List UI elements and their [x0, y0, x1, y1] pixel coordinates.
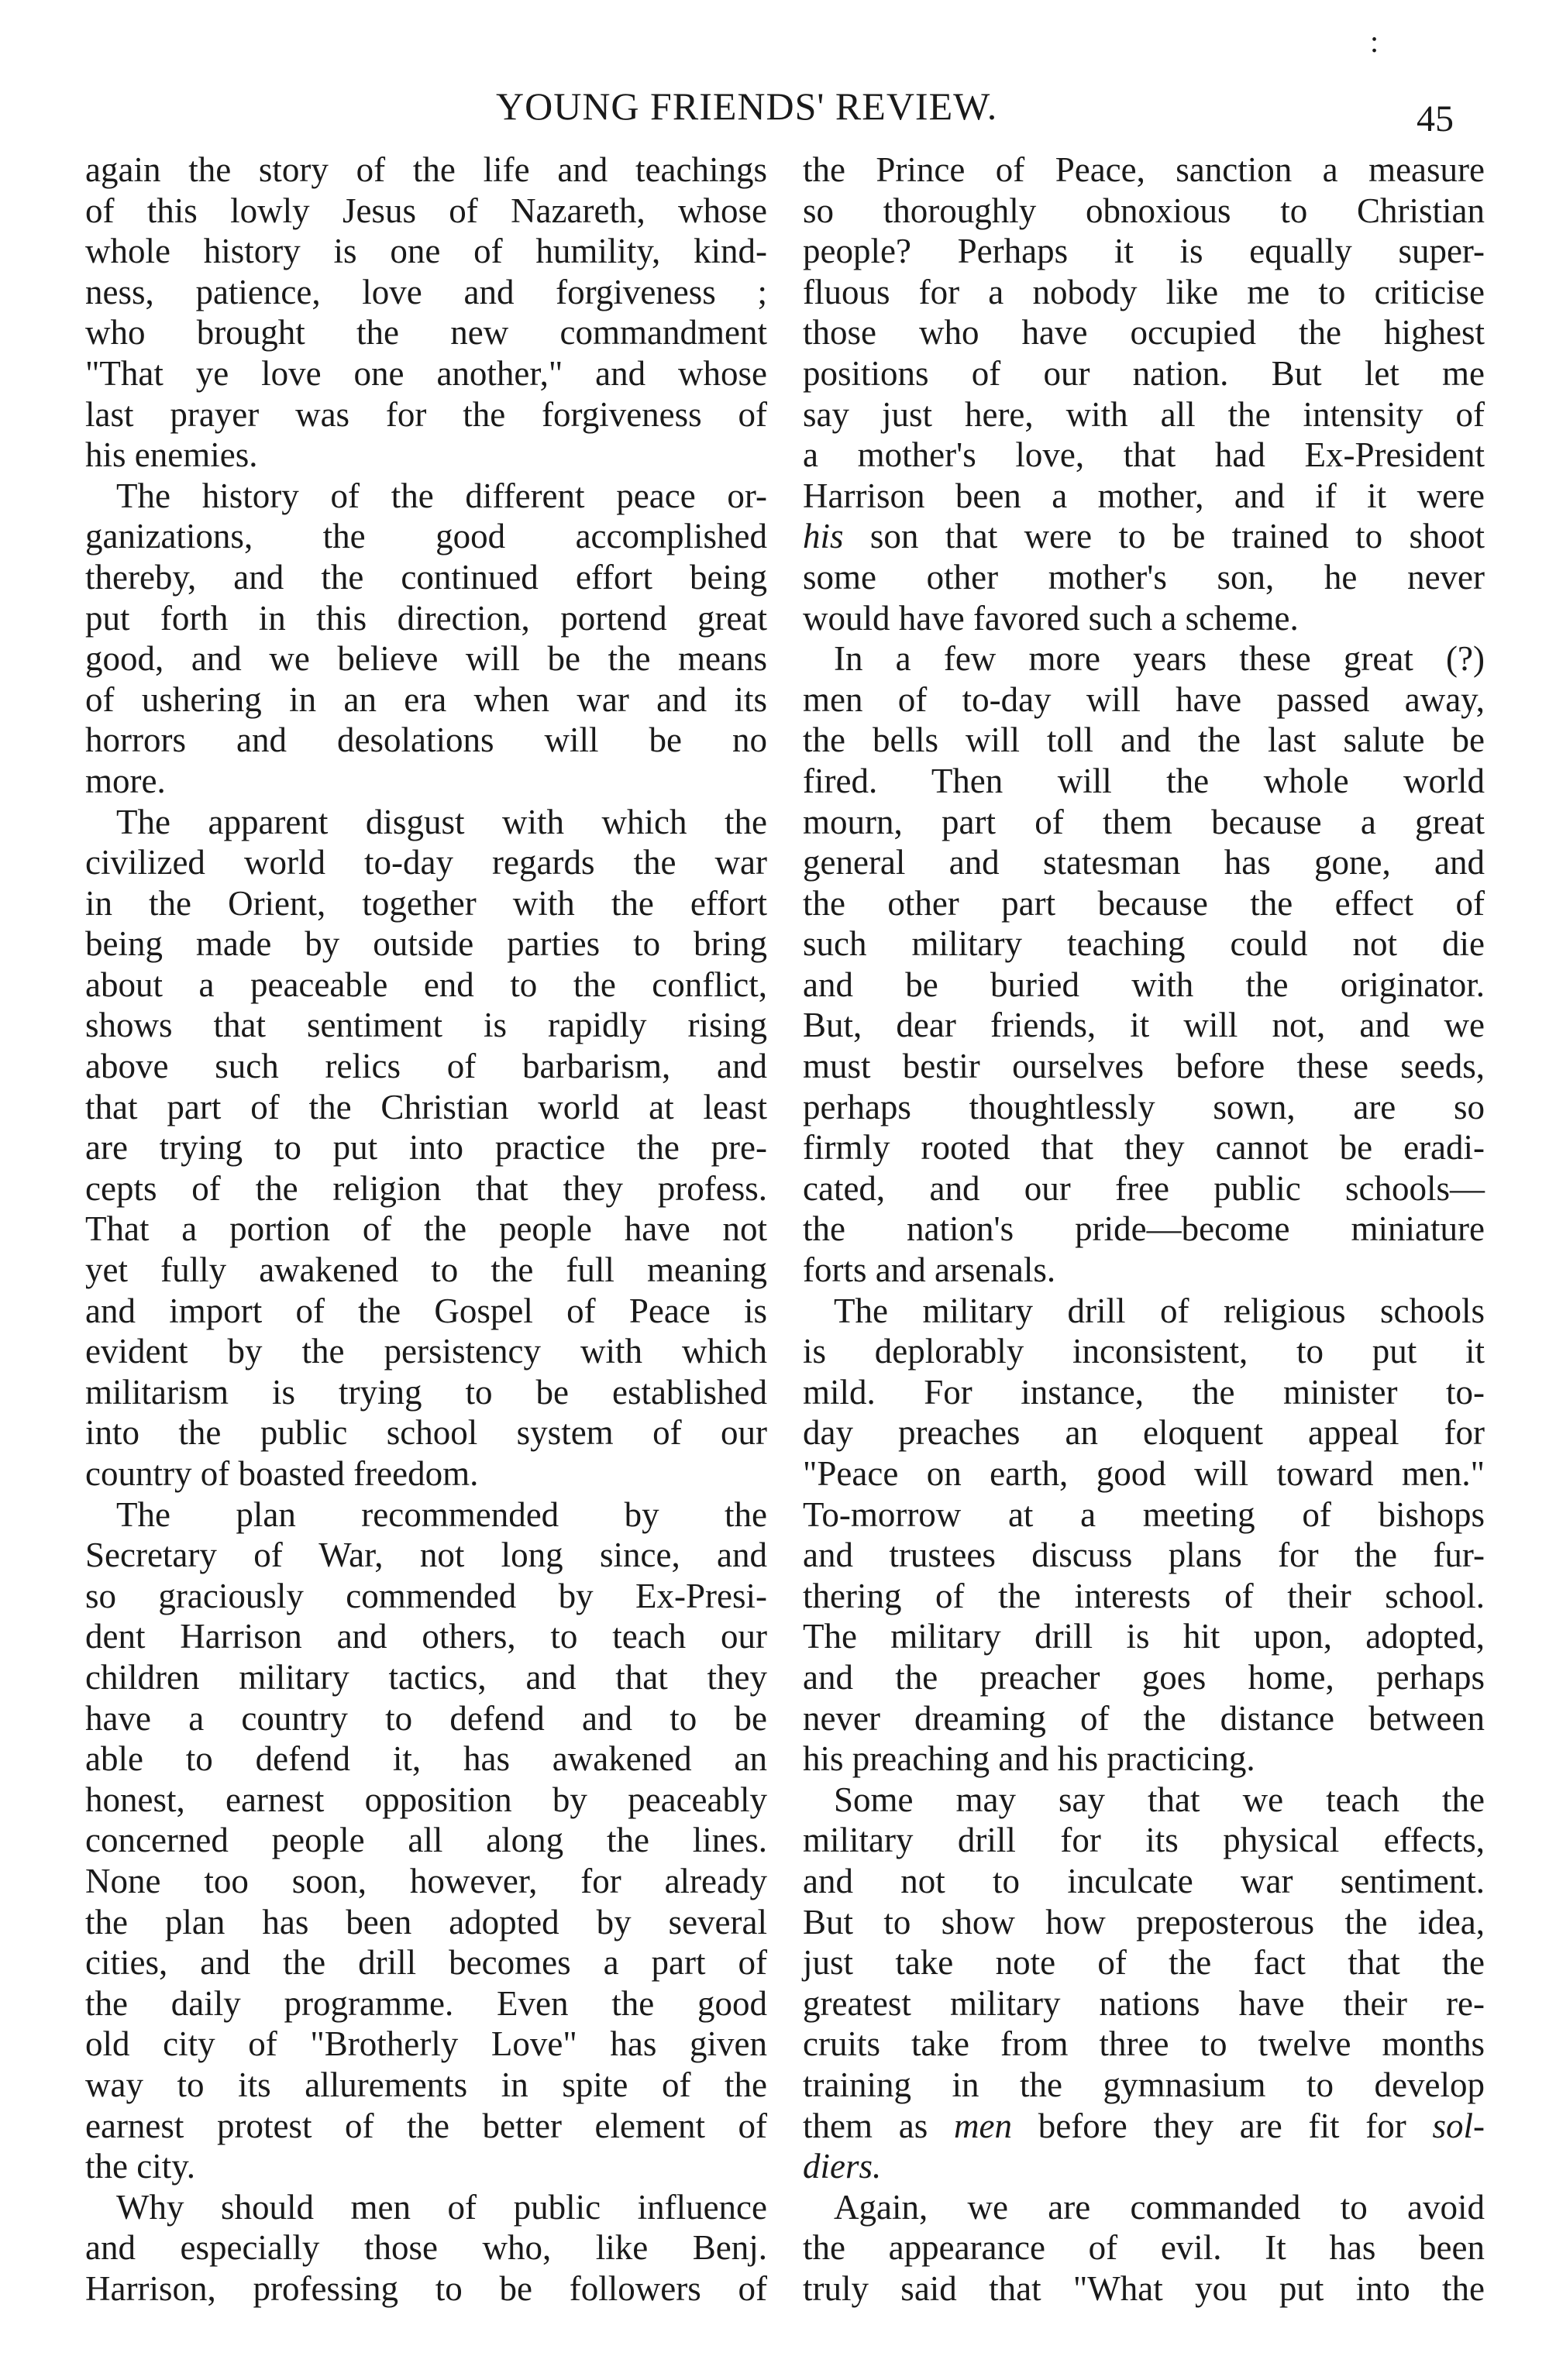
text-line: [803, 516, 1485, 557]
text-line: [803, 720, 1485, 761]
line-text: The military drill of religious schools: [834, 1291, 1485, 1330]
line-text: greatest military nations have their re-: [803, 1983, 1485, 2023]
text-line: [803, 1739, 1485, 1780]
text-line: [85, 761, 767, 802]
text-line: [803, 761, 1485, 802]
line-text: cruits take from three to twelve months: [803, 2024, 1485, 2064]
text-line: [803, 1861, 1485, 1902]
right-text-column: [803, 150, 1485, 2309]
text-line: [803, 965, 1485, 1006]
line-text: above such relics of barbarism, and: [85, 1047, 767, 1086]
line-text: civilized world to-day regards the war: [85, 843, 767, 882]
line-text: never dreaming of the distance between: [803, 1698, 1485, 1738]
line-text: and trustees discuss plans for the fur-: [803, 1536, 1485, 1575]
line-text: and the preacher goes home, perhaps: [803, 1657, 1485, 1697]
text-line: [803, 1250, 1485, 1291]
text-line: [803, 1942, 1485, 1983]
text-line: [85, 1331, 767, 1372]
italic-text: diers.: [803, 2147, 882, 2186]
text-line: [85, 191, 767, 232]
line-text: who brought the new commandment: [85, 313, 767, 353]
text-line: [803, 1535, 1485, 1576]
text-line: [85, 2106, 767, 2147]
text-line: [803, 272, 1485, 313]
line-text: The history of the different peace or-: [116, 476, 767, 515]
text-line: [85, 1168, 767, 1209]
line-text: those who have occupied the highest: [803, 313, 1485, 353]
text-line: [85, 1127, 767, 1168]
text-line: [803, 1372, 1485, 1413]
line-text: such military teaching could not die: [803, 924, 1485, 964]
text-line: [803, 1698, 1485, 1739]
text-line: [803, 557, 1485, 598]
text-line: [803, 802, 1485, 843]
line-text: last prayer was for the forgiveness of: [85, 394, 767, 434]
text-line: [85, 598, 767, 639]
line-text: cities, and the drill becomes a part of: [85, 1943, 767, 1983]
text-line: [803, 923, 1485, 965]
text-line: [803, 353, 1485, 394]
line-text: mild. For instance, the minister to-: [803, 1372, 1485, 1412]
text-line: [803, 2106, 1485, 2147]
text-line: [803, 150, 1485, 191]
line-text: militarism is trying to be established: [85, 1372, 767, 1412]
text-line: [85, 557, 767, 598]
line-text: fired. Then will the whole world: [803, 761, 1485, 800]
line-text: the plan has been adopted by several: [85, 1902, 767, 1941]
line-text: general and statesman has gone, and: [803, 843, 1485, 882]
text-line: [803, 1046, 1485, 1087]
line-text: In a few more years these great (?): [834, 639, 1485, 679]
margin-mark: :: [1370, 24, 1378, 59]
text-line: [85, 720, 767, 761]
text-line: [85, 965, 767, 1006]
left-text-column: [85, 150, 767, 2309]
text-line: [803, 1005, 1485, 1046]
line-text: cated, and our free public schools—: [803, 1168, 1485, 1208]
line-text: forts and arsenals.: [803, 1250, 1056, 1290]
text-line: [803, 394, 1485, 435]
line-text: into the public school system of our: [85, 1413, 767, 1453]
text-line: [85, 150, 767, 191]
text-line: [803, 1209, 1485, 1250]
text-line: [85, 2065, 767, 2106]
line-text: and be buried with the originator.: [803, 965, 1485, 1004]
text-line: [803, 883, 1485, 924]
text-line: [85, 1739, 767, 1780]
line-text: honest, earnest opposition by peaceably: [85, 1780, 767, 1819]
line-text: firmly rooted that they cannot be eradi-: [803, 1128, 1485, 1168]
text-line: [803, 1291, 1485, 1332]
line-text: his enemies.: [85, 435, 258, 475]
text-line: [803, 842, 1485, 883]
text-line: [803, 1412, 1485, 1453]
text-line: [803, 2024, 1485, 2065]
text-line: [85, 312, 767, 353]
text-line: [803, 1087, 1485, 1128]
line-text: of ushering in an era when war and its: [85, 679, 767, 719]
line-text: "That ye love one another," and whose: [85, 353, 767, 393]
italic-text: sol-: [1432, 2106, 1485, 2145]
text-line: [85, 353, 767, 394]
line-text: The military drill is hit upon, adopted,: [803, 1617, 1485, 1656]
line-text: perhaps thoughtlessly sown, are so: [803, 1087, 1485, 1126]
line-text: before they are fit for: [1012, 2106, 1433, 2145]
line-text: the daily programme. Even the good: [85, 1983, 767, 2023]
text-line: [803, 679, 1485, 721]
line-text: concerned people all along the lines.: [85, 1821, 767, 1860]
line-text: again the story of the life and teachings: [85, 150, 767, 189]
text-line: [803, 191, 1485, 232]
page-header: [0, 0, 1556, 139]
line-text: Secretary of War, not long since, and: [85, 1536, 767, 1575]
line-text: positions of our nation. But let me: [803, 353, 1485, 393]
line-text: The plan recommended by the: [116, 1494, 767, 1534]
text-line: [85, 679, 767, 721]
italic-text: men: [954, 2106, 1013, 2145]
text-line: [803, 1902, 1485, 1943]
text-line: [85, 1576, 767, 1617]
text-line: [85, 1657, 767, 1698]
line-text: in the Orient, together with the effort: [85, 883, 767, 923]
text-line: [85, 1535, 767, 1576]
line-text: and not to inculcate war sentiment.: [803, 1861, 1485, 1900]
line-text: Again, we are commanded to avoid: [834, 2187, 1485, 2227]
text-line: [85, 1087, 767, 1128]
text-line: [803, 2065, 1485, 2106]
line-text: Harrison been a mother, and if it were: [803, 476, 1485, 515]
text-line: [803, 1780, 1485, 1821]
line-text: so thoroughly obnoxious to Christian: [803, 191, 1485, 230]
line-text: military drill for its physical effects,: [803, 1821, 1485, 1860]
line-text: the nation's pride—become miniature: [803, 1209, 1485, 1249]
text-line: [85, 2187, 767, 2228]
line-text: ness, patience, love and forgiveness ;: [85, 272, 767, 311]
text-line: [803, 1616, 1485, 1657]
text-line: [85, 1291, 767, 1332]
line-text: But to show how preposterous the idea,: [803, 1902, 1485, 1941]
line-text: evident by the persistency with which: [85, 1332, 767, 1371]
line-text: people? Perhaps it is equally super-: [803, 232, 1485, 271]
line-text: so graciously commended by Ex-Presi-: [85, 1576, 767, 1615]
line-text: would have favored such a scheme.: [803, 598, 1299, 638]
text-line: [803, 435, 1485, 476]
text-line: [85, 1250, 767, 1291]
text-line: [85, 2146, 767, 2187]
line-text: Harrison, professing to be followers of: [85, 2268, 767, 2308]
text-line: [85, 2227, 767, 2268]
line-text: the other part because the effect of: [803, 883, 1485, 923]
text-line: [85, 1005, 767, 1046]
text-line: [803, 2187, 1485, 2228]
line-text: "Peace on earth, good will toward men.": [803, 1454, 1485, 1493]
line-text: just take note of the fact that the: [803, 1943, 1485, 1983]
text-line: [85, 1942, 767, 1983]
text-line: [803, 1168, 1485, 1209]
line-text: That a portion of the people have not: [85, 1209, 767, 1249]
text-line: [803, 231, 1485, 272]
line-text: old city of "Brotherly Love" has given: [85, 2024, 767, 2064]
text-line: [803, 2227, 1485, 2268]
text-line: [85, 1372, 767, 1413]
text-line: [85, 1209, 767, 1250]
line-text: that part of the Christian world at least: [85, 1087, 767, 1126]
text-line: [85, 231, 767, 272]
text-line: [803, 1331, 1485, 1372]
line-text: mourn, part of them because a great: [803, 802, 1485, 841]
line-text: his preaching and his practicing.: [803, 1739, 1255, 1779]
text-line: [803, 2146, 1485, 2187]
line-text: thereby, and the continued effort being: [85, 557, 767, 597]
line-text: earnest protest of the better element of: [85, 2106, 767, 2145]
line-text: is deplorably inconsistent, to put it: [803, 1332, 1485, 1371]
text-line: [803, 598, 1485, 639]
text-line: [803, 1657, 1485, 1698]
line-text: yet fully awakened to the full meaning: [85, 1250, 767, 1290]
line-text: whole history is one of humility, kind-: [85, 232, 767, 271]
line-text: None too soon, however, for already: [85, 1861, 767, 1900]
text-line: [85, 516, 767, 557]
line-text: of this lowly Jesus of Nazareth, whose: [85, 191, 767, 230]
line-text: truly said that "What you put into the: [803, 2268, 1485, 2308]
text-line: [85, 1412, 767, 1453]
line-text: good, and we believe will be the means: [85, 639, 767, 679]
text-line: [85, 1820, 767, 1861]
line-text: able to defend it, has awakened an: [85, 1739, 767, 1779]
line-text: men of to-day will have passed away,: [803, 679, 1485, 719]
text-line: [85, 883, 767, 924]
line-text: a mother's love, that had Ex-President: [803, 435, 1485, 475]
line-text: and especially those who, like Benj.: [85, 2228, 767, 2268]
line-text: children military tactics, and that they: [85, 1657, 767, 1697]
text-line: [85, 2268, 767, 2309]
text-line: [85, 1861, 767, 1902]
line-text: Why should men of public influence: [116, 2187, 767, 2227]
line-text: more.: [85, 761, 166, 800]
page-number: 45: [1417, 98, 1454, 139]
line-text: thering of the interests of their school.: [803, 1576, 1485, 1615]
text-line: [85, 2024, 767, 2065]
line-text: The apparent disgust with which the: [116, 802, 767, 841]
line-text: have a country to defend and to be: [85, 1698, 767, 1738]
line-text: fluous for a nobody like me to criticise: [803, 272, 1485, 311]
line-text: the Prince of Peace, sanction a measure: [803, 150, 1485, 189]
text-line: [85, 1453, 767, 1494]
italic-text: his: [803, 517, 844, 556]
line-text: horrors and desolations will be no: [85, 721, 767, 760]
line-text: are trying to put into practice the pre-: [85, 1128, 767, 1168]
line-text: put forth in this direction, portend great: [85, 598, 767, 638]
text-line: [85, 394, 767, 435]
line-text: some other mother's son, he never: [803, 557, 1485, 597]
line-text: the appearance of evil. It has been: [803, 2228, 1485, 2268]
text-line: [85, 1698, 767, 1739]
line-text: cepts of the religion that they profess.: [85, 1168, 767, 1208]
line-text: the city.: [85, 2147, 196, 2186]
text-line: [803, 1576, 1485, 1617]
line-text: about a peaceable end to the conflict,: [85, 965, 767, 1004]
text-line: [803, 638, 1485, 679]
text-line: [85, 1046, 767, 1087]
line-text: But, dear friends, it will not, and we: [803, 1006, 1485, 1045]
line-text: country of boasted freedom.: [85, 1454, 479, 1493]
text-line: [803, 312, 1485, 353]
line-text: the bells will toll and the last salute be: [803, 721, 1485, 760]
text-line: [85, 476, 767, 517]
line-text: son that were to be trained to shoot: [843, 517, 1485, 556]
line-text: must bestir ourselves before these seeds,: [803, 1047, 1485, 1086]
line-text: training in the gymnasium to develop: [803, 2065, 1485, 2104]
text-line: [803, 1983, 1485, 2024]
text-line: [803, 1820, 1485, 1861]
text-line: [85, 802, 767, 843]
text-line: [85, 1494, 767, 1536]
text-line: [85, 435, 767, 476]
line-text: and import of the Gospel of Peace is: [85, 1291, 767, 1330]
line-text: say just here, with all the intensity of: [803, 394, 1485, 434]
text-line: [85, 1902, 767, 1943]
line-text: dent Harrison and others, to teach our: [85, 1617, 767, 1656]
text-line: [85, 272, 767, 313]
text-line: [803, 2268, 1485, 2309]
text-line: [803, 1453, 1485, 1494]
line-text: shows that sentiment is rapidly rising: [85, 1006, 767, 1045]
line-text: To-morrow at a meeting of bishops: [803, 1494, 1485, 1534]
line-text: day preaches an eloquent appeal for: [803, 1413, 1485, 1453]
text-line: [85, 1983, 767, 2024]
text-line: [803, 476, 1485, 517]
text-line: [803, 1127, 1485, 1168]
text-line: [85, 638, 767, 679]
line-text: ganizations, the good accomplished: [85, 517, 767, 556]
text-line: [803, 1494, 1485, 1536]
text-line: [85, 1616, 767, 1657]
line-text: them as: [803, 2106, 955, 2145]
text-line: [85, 923, 767, 965]
line-text: being made by outside parties to bring: [85, 924, 767, 964]
line-text: way to its allurements in spite of the: [85, 2065, 767, 2104]
text-line: [85, 842, 767, 883]
text-line: [85, 1780, 767, 1821]
running-title: YOUNG FRIENDS' REVIEW.: [496, 84, 998, 128]
line-text: Some may say that we teach the: [834, 1780, 1485, 1819]
